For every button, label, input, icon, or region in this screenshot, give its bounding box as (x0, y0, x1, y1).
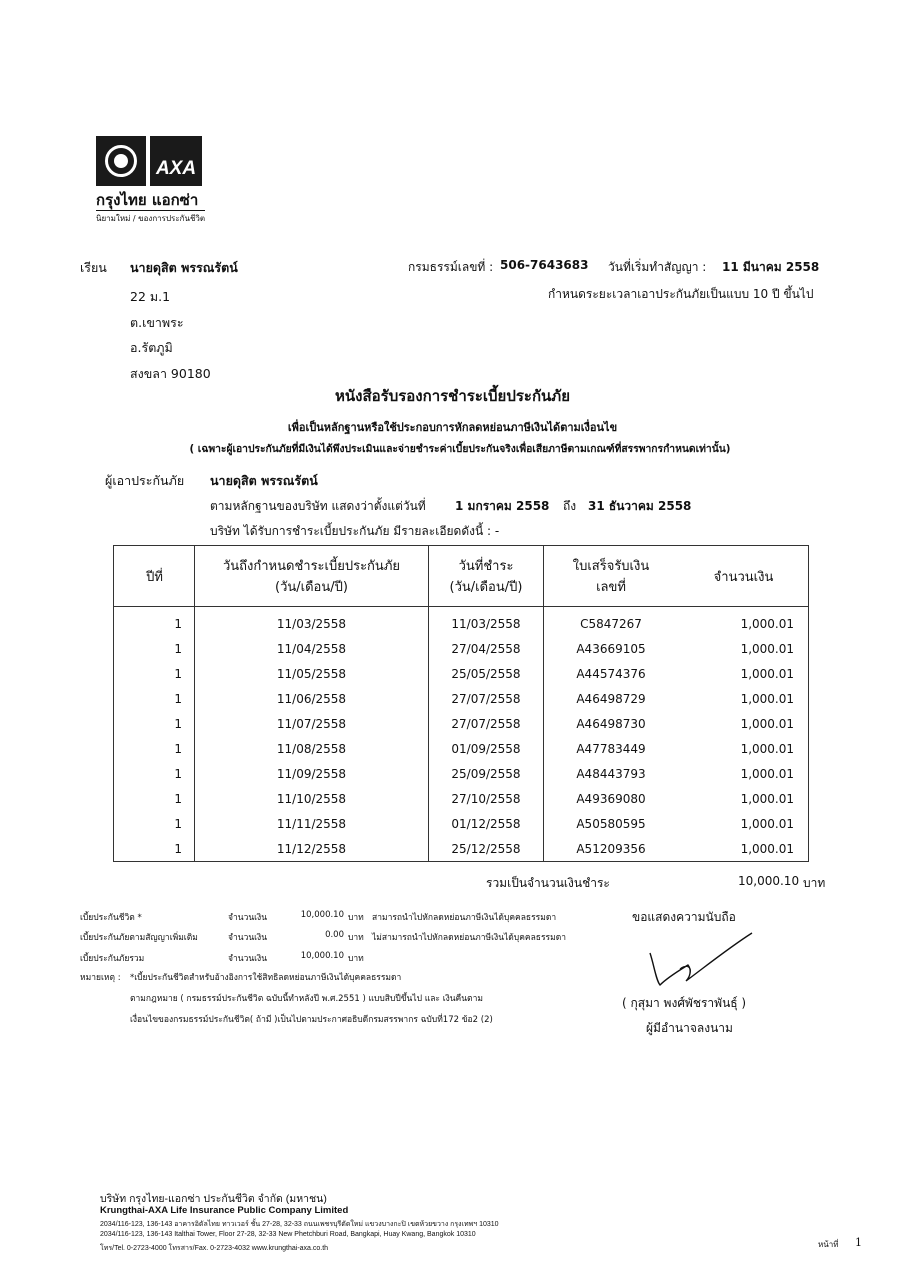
amount-cell: 1,000.01 (740, 791, 794, 806)
period-to-label: ถึง (563, 499, 577, 513)
table-row (114, 761, 809, 786)
breakdown-unit: บาท (348, 913, 364, 923)
table-header-row (114, 546, 809, 607)
term-note: กำหนดระยะเวลาเอาประกันภัยเป็นแบบ 10 ปี ขึ้นไป (548, 287, 814, 301)
address-line: 22 ม.1 (130, 289, 171, 304)
breakdown-unit: บาท (348, 933, 364, 943)
year-cell: 1 (114, 607, 195, 637)
receipt-cell: A48443793 (576, 766, 646, 781)
footer-company-th: บริษัท กรุงไทย-แอกซ่า ประกันชีวิต จำกัด (มหาชน) (100, 1193, 327, 1205)
address-line: อ.รัตภูมิ (130, 340, 173, 355)
closing-greeting: ขอแสดงความนับถือ (632, 910, 736, 924)
year-header: ปีที่ (114, 546, 195, 607)
table-row (114, 786, 809, 811)
breakdown-amount: 10,000.10 (300, 951, 344, 961)
payment-table (113, 545, 809, 862)
due-date-header: วันถึงกำหนดชำระเบี้ยประกันภัย (วัน/เดือน/ปี) (195, 546, 429, 607)
period-text: ตามหลักฐานของบริษัท แสดงว่าตั้งแต่วันที่ (210, 499, 426, 513)
total-unit: บาท (803, 876, 826, 890)
amount-cell: 1,000.01 (740, 741, 794, 756)
amount-cell: 1,000.01 (740, 766, 794, 781)
year-cell: 1 (114, 711, 195, 736)
amount-cell: 1,000.01 (740, 666, 794, 681)
remarks-line: *เบี้ยประกันชีวิตสำหรับอ้างอิงการใช้สิทธิลดหย่อนภาษีเงินได้บุคคลธรรมดา (130, 973, 402, 983)
breakdown-note: ไม่สามารถนำไปหักลดหย่อนภาษีเงินได้บุคคลธรรมดา (372, 933, 566, 943)
paid-date-cell: 11/03/2558 (429, 607, 544, 637)
footer-company-en: Krungthai-AXA Life Insurance Public Company Limited (100, 1205, 349, 1216)
paid-date-cell: 01/12/2558 (429, 811, 544, 836)
table-row (114, 686, 809, 711)
policy-number: 506-7643683 (500, 258, 589, 272)
table-row (114, 736, 809, 761)
receipt-cell: A49369080 (576, 791, 646, 806)
insured-label: ผู้เอาประกันภัย (105, 473, 185, 488)
paid-date-header: วันที่ชำระ (วัน/เดือน/ปี) (429, 546, 544, 607)
breakdown-unit: บาท (348, 954, 364, 964)
amount-header: จำนวนเงิน (678, 546, 809, 607)
table-row (114, 607, 809, 637)
axa-logo: AXA (150, 136, 202, 186)
receipt-cell: A44574376 (576, 666, 646, 681)
period-from: 1 มกราคม 2558 (455, 499, 550, 513)
paid-date-cell: 25/09/2558 (429, 761, 544, 786)
breakdown-amount-label: จำนวนเงิน (228, 913, 268, 923)
address-line: สงขลา 90180 (130, 366, 211, 381)
due-date-cell: 11/08/2558 (195, 736, 429, 761)
remarks-line: เงื่อนไขของกรมธรรม์ประกันชีวิต( ถ้ามี )เป็นไปตามประกาศอธิบดีกรมสรรพากร ฉบับที่172 ข้อ2 (2) (130, 1015, 493, 1025)
amount-cell: 1,000.01 (740, 691, 794, 706)
due-date-cell: 11/09/2558 (195, 761, 429, 786)
breakdown-amount: 10,000.10 (300, 910, 344, 920)
paid-date-cell: 27/04/2558 (429, 636, 544, 661)
page-label: หน้าที่ (818, 1240, 839, 1249)
year-cell: 1 (114, 736, 195, 761)
due-date-cell: 11/05/2558 (195, 661, 429, 686)
krungthai-bird-icon (96, 136, 146, 186)
breakdown-amount: 0.00 (325, 930, 344, 940)
recipient-name: นายดุสิต พรรณรัตน์ (130, 260, 238, 275)
receipt-cell: A46498729 (576, 691, 646, 706)
amount-cell: 1,000.01 (740, 716, 794, 731)
receipt-header: ใบเสร็จรับเงิน เลขที่ (544, 546, 679, 607)
due-date-cell: 11/07/2558 (195, 711, 429, 736)
receipt-cell: A51209356 (576, 841, 646, 856)
due-date-cell: 11/10/2558 (195, 786, 429, 811)
brand-tagline: นิยามใหม่ / ของการประกันชีวิต (96, 210, 205, 225)
due-date-cell: 11/06/2558 (195, 686, 429, 711)
year-cell: 1 (114, 811, 195, 836)
start-date-label: วันที่เริ่มทำสัญญา : (608, 260, 707, 274)
breakdown-note: สามารถนำไปหักลดหย่อนภาษีเงินได้บุคคลธรรมดา (372, 913, 557, 923)
breakdown-amount-label: จำนวนเงิน (228, 933, 268, 943)
brand-name: กรุงไทย แอกซ่า (96, 191, 199, 209)
paid-date-cell: 25/05/2558 (429, 661, 544, 686)
document-subtitle: เพื่อเป็นหลักฐานหรือใช้ประกอบการหักลดหย่อนภาษีเงินได้ตามเงื่อนไข (287, 421, 618, 434)
signature-mark (640, 925, 760, 995)
breakdown-label: เบี้ยประกันชีวิต * (80, 913, 142, 923)
table-row (114, 711, 809, 736)
footer-contact: โทร/Tel. 0-2723-4000 โทรสาร/Fax. 0-2723-4032 www.krungthai-axa.co.th (100, 1245, 329, 1252)
company-logo (96, 136, 202, 186)
footer-address-th: 2034/116-123, 136-143 อาคารอิตัลไทย ทาวเวอร์ ชั้น 27-28, 32-33 ถนนเพชรบุรีตัดใหม่ แขวงบางกะปิ เขตห้วยขวาง กรุงเทพฯ 10310 (100, 1221, 499, 1228)
receipt-cell: A47783449 (576, 741, 646, 756)
due-date-cell: 11/03/2558 (195, 607, 429, 637)
policy-number-label: กรมธรรม์เลขที่ : (408, 260, 494, 274)
table-row (114, 811, 809, 836)
receipt-cell: A50580595 (576, 816, 646, 831)
paid-date-cell: 27/07/2558 (429, 686, 544, 711)
remarks-line: ตามกฎหมาย ( กรมธรรม์ประกันชีวิต ฉบับนี้ทำหลังปี พ.ศ.2551 ) แบบสิบปีขึ้นไป และ เงินคืนตาม (130, 994, 483, 1004)
amount-cell: 1,000.01 (740, 816, 794, 831)
breakdown-label: เบี้ยประกันภัยรวม (80, 954, 145, 964)
address-line: ต.เขาพระ (130, 315, 184, 330)
table-row (114, 661, 809, 686)
year-cell: 1 (114, 686, 195, 711)
breakdown-label: เบี้ยประกันภัยตามสัญญาเพิ่มเติม (80, 933, 198, 943)
due-date-cell: 11/12/2558 (195, 836, 429, 862)
document-title: หนังสือรับรองการชำระเบี้ยประกันภัย (335, 387, 570, 405)
amount-cell: 1,000.01 (740, 841, 794, 856)
period-to: 31 ธันวาคม 2558 (588, 499, 692, 513)
footer-address-en: 2034/116-123, 136-143 Italthai Tower, Floor 27-28, 32-33 New Phetchburi Road, Bangkapi, Huay Kwang, Bangkok 10310 (100, 1231, 476, 1238)
due-date-cell: 11/04/2558 (195, 636, 429, 661)
paid-date-cell: 01/09/2558 (429, 736, 544, 761)
remarks-label: หมายเหตุ : (80, 973, 121, 983)
receipt-cell: A43669105 (576, 641, 646, 656)
year-cell: 1 (114, 836, 195, 862)
receipt-cell: C5847267 (580, 616, 642, 631)
total-label: รวมเป็นจำนวนเงินชำระ (486, 876, 610, 890)
received-text: บริษัท ได้รับการชำระเบี้ยประกันภัย มีรายละเอียดดังนี้ : - (210, 524, 500, 538)
breakdown-amount-label: จำนวนเงิน (228, 954, 268, 964)
page-number: 1 (855, 1236, 862, 1249)
insured-name: นายดุสิต พรรณรัตน์ (210, 473, 318, 488)
year-cell: 1 (114, 636, 195, 661)
year-cell: 1 (114, 661, 195, 686)
signer-title: ผู้มีอำนาจลงนาม (646, 1021, 733, 1035)
due-date-cell: 11/11/2558 (195, 811, 429, 836)
year-cell: 1 (114, 761, 195, 786)
receipt-cell: A46498730 (576, 716, 646, 731)
amount-cell: 1,000.01 (740, 616, 794, 631)
paid-date-cell: 25/12/2558 (429, 836, 544, 862)
paid-date-cell: 27/07/2558 (429, 711, 544, 736)
table-row (114, 636, 809, 661)
total-amount: 10,000.10 (738, 874, 800, 888)
year-cell: 1 (114, 786, 195, 811)
document-condition: ( เฉพาะผู้เอาประกันภัยที่มีเงินได้พึงประเมินและจ่ายชำระค่าเบี้ยประกันจริงเพื่อเสียภาษีตามเกณฑ์ที่สรรพากรกำหนดเท่านั้น) (189, 443, 731, 455)
start-date: 11 มีนาคม 2558 (722, 260, 820, 274)
paid-date-cell: 27/10/2558 (429, 786, 544, 811)
amount-cell: 1,000.01 (740, 641, 794, 656)
table-row (114, 836, 809, 862)
salutation: เรียน (80, 260, 107, 275)
signer-name: ( กุสุมา พงศ์พัชราพันธุ์ ) (622, 996, 747, 1010)
